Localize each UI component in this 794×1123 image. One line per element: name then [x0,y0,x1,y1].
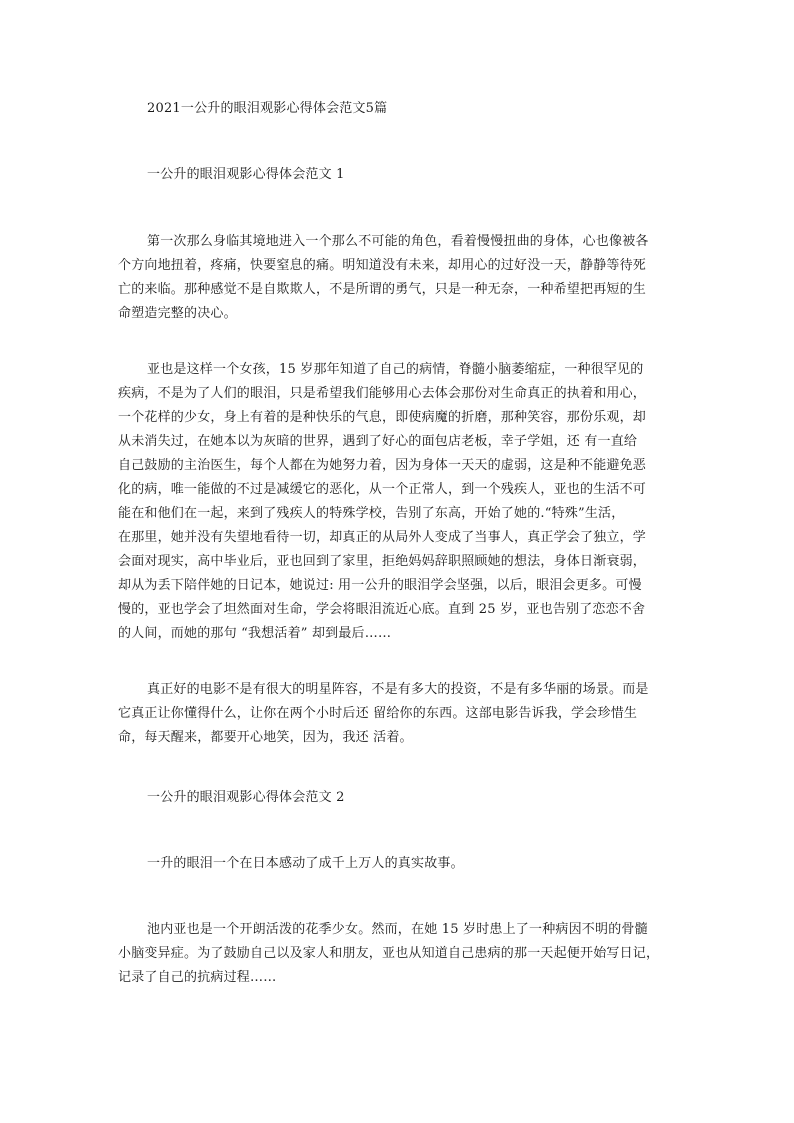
section-2-title: 一公升的眼泪观影心得体会范文 2 [147,790,345,805]
document-title: 2021一公升的眼泪观影心得体会范文5篇 [147,101,388,116]
paragraph-3-line: 命，每天醒来，都要开心地笑，因为，我还 活着。 [118,730,413,745]
paragraph-2-line: 却从为丢下陪伴她的日记本，她说过: 用一公升的眼泪学会坚强，以后，眼泪会更多。可慢 [118,578,642,593]
paragraph-2-line: 自己鼓励的主治医生，每个人都在为她努力着，因为身体一天天的虚弱，这是种不能避免恶 [118,458,647,473]
paragraph-2-line: 一个花样的少女，身上有着的是种快乐的气息，即使病魔的折磨，那种笑容，那份乐观，却 [118,410,647,425]
paragraph-1-line: 第一次那么身临其境地进入一个那么不可能的角色，看着慢慢扭曲的身体，心也像被各 [147,234,649,249]
paragraph-1-line: 亡的来临。那种感觉不是自欺欺人，不是所谓的勇气，只是一种无奈，一种希望把再短的生 [118,282,647,297]
paragraph-2-line: 慢的，亚也学会了坦然面对生命，学会将眼泪流近心底。直到 25 岁，亚也告别了恋恋不舍 [118,602,646,617]
section-1-title: 一公升的眼泪观影心得体会范文 1 [147,167,345,182]
paragraph-2-line: 疾病，不是为了人们的眼泪，只是希望我们能够用心去体会那份对生命真正的执着和用心， [118,386,647,401]
paragraph-2-line: 亚也是这样一个女孩，15 岁那年知道了自己的病情，脊髓小脑萎缩症，一种很罕见的 [147,362,644,377]
paragraph-1-line: 命塑造完整的决心。 [118,306,237,321]
paragraph-2-line: 的人间，而她的那句 “我想活着” 却到最后…… [118,626,392,641]
paragraph-5-line: 池内亚也是一个开朗活泼的花季少女。然而，在她 15 岁时患上了一种病因不明的骨髓 [147,922,648,937]
paragraph-5-line: 小脑变异症。为了鼓励自己以及家人和朋友，亚也从知道自己患病的那一天起便开始写日记， [118,946,660,961]
paragraph-4-line: 一升的眼泪一个在日本感动了成千上万人的真实故事。 [147,856,464,871]
paragraph-2-line: 从未消失过，在她本以为灰暗的世界，遇到了好心的面包店老板，幸子学姐，还 有一直给 [118,434,638,449]
paragraph-1-line: 个方向地扭着，疼痛，快要窒息的痛。明知道没有未来，却用心的过好没一天，静静等待死 [118,258,647,273]
paragraph-5-line: 记录了自己的抗病过程…… [118,970,277,985]
paragraph-2-line: 化的病，唯一能做的不过是减缓它的恶化，从一个正常人，到一个残疾人，亚也的生活不可 [118,482,647,497]
paragraph-2-line: 会面对现实，高中毕业后，亚也回到了家里，拒绝妈妈辞职照顾她的想法，身体日渐衰弱， [118,554,647,569]
paragraph-2-line: 能在和他们在一起，来到了残疾人的特殊学校，告别了东高，开始了她的.“特殊”生活， [118,506,625,521]
paragraph-2-line: 在那里，她并没有失望地看待一切，却真正的从局外人变成了当事人，真正学会了独立，学 [118,530,647,545]
paragraph-3-line: 真正好的电影不是有很大的明星阵容，不是有多大的投资，不是有多华丽的场景。而是 [147,682,649,697]
paragraph-3-line: 它真正让你懂得什么，让你在两个小时后还 留给你的东西。这部电影告诉我，学会珍惜生 [118,706,638,721]
